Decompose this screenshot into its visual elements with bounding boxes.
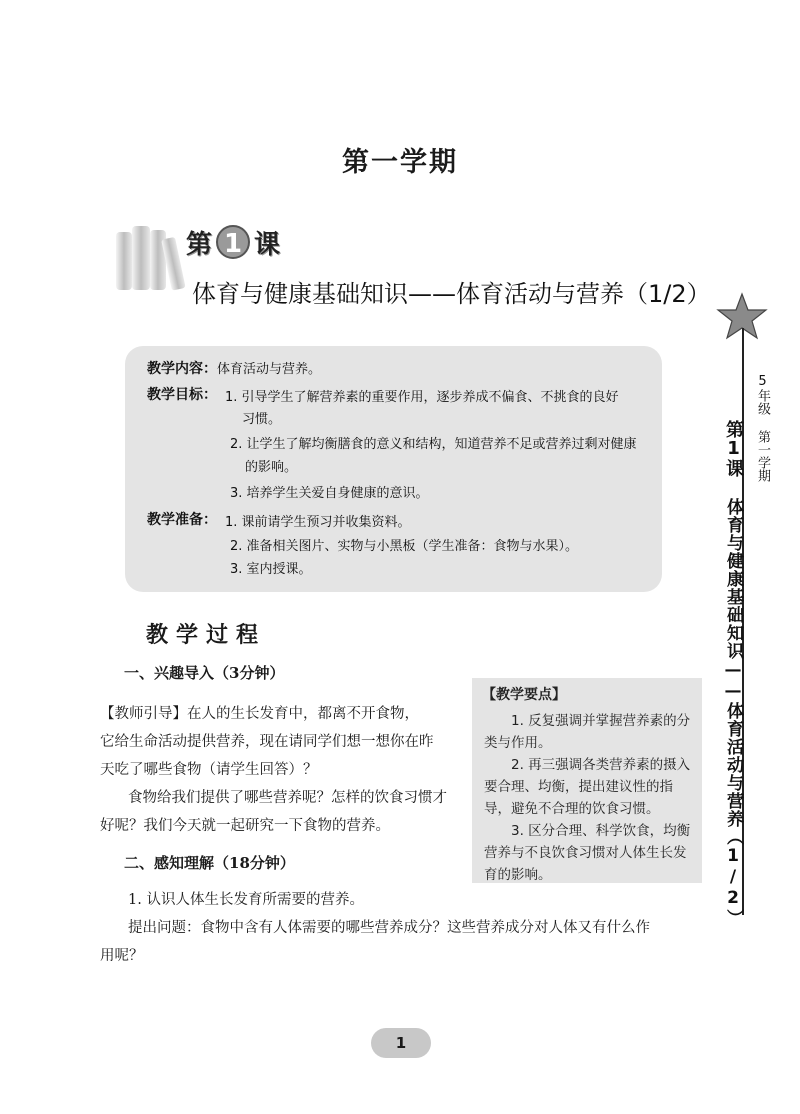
paragraph-line: 它给生命活动提供营养，现在请同学们想一想你在昨 xyxy=(100,734,434,750)
key-point: 1. 反复强调并掌握营养素的分类与作用。 xyxy=(484,713,691,751)
page-title: 第一学期 xyxy=(342,147,458,178)
paragraph-line: 天吃了哪些食物（请学生回答）？ xyxy=(100,762,318,778)
content-text: 体育活动与营养。 xyxy=(217,362,322,377)
list-item: 1. 认识人体生长发育所需要的营养。 xyxy=(128,892,364,908)
objective-item: 1. 引导学生了解营养素的重要作用，逐步养成不偏食、不挑食的良好 xyxy=(225,390,619,405)
content-label: 教学内容： xyxy=(147,361,217,377)
sidebar-topic: 体育与健康基础知识——体育活动与营养（1/2） xyxy=(723,498,743,927)
paragraph-line: 食物给我们提供了哪些营养呢？怎样的饮食习惯才 xyxy=(128,790,447,806)
lesson-suffix: 课 xyxy=(254,229,281,260)
preparation-item: 2. 准备相关图片、实物与小黑板（学生准备：食物与水果）。 xyxy=(230,539,579,554)
key-point: 3. 区分合理、科学饮食，均衡营养与不良饮食习惯对人体生长发育的影响。 xyxy=(484,823,691,883)
teaching-info-box xyxy=(125,346,662,592)
objective-item-cont: 的影响。 xyxy=(245,460,298,475)
lesson-badge xyxy=(186,222,280,262)
key-points-title: 【教学要点】 xyxy=(482,687,566,703)
objective-item: 2. 让学生了解均衡膳食的意义和结构，知道营养不足或营养过剩对健康 xyxy=(230,437,637,452)
page-number: 1 xyxy=(371,1028,431,1058)
lesson-number: 1 xyxy=(216,225,250,259)
section-heading: 二、感知理解（18分钟） xyxy=(124,854,295,872)
lesson-prefix: 第 xyxy=(186,229,213,260)
preparation-item: 1. 课前请学生预习并收集资料。 xyxy=(225,515,411,530)
sidebar-term: 第一学期 xyxy=(755,430,770,482)
objectives-label: 教学目标： xyxy=(147,387,217,403)
sidebar-grade: 5年级 xyxy=(755,374,770,415)
key-points-body xyxy=(484,710,696,886)
books-icon xyxy=(112,222,192,292)
content-row xyxy=(147,358,321,378)
objective-item-cont: 习惯。 xyxy=(242,412,282,427)
key-point: 2. 再三强调各类营养素的摄入要合理、均衡，提出建议性的指导，避免不合理的饮食习惯。 xyxy=(484,757,691,817)
key-points-box xyxy=(472,678,702,883)
sidebar-lesson: 第1课 xyxy=(723,420,744,477)
paragraph-line: 提出问题：食物中含有人体需要的哪些营养成分？这些营养成分对人体又有什么作 xyxy=(128,920,650,936)
objective-item: 3. 培养学生关爱自身健康的意识。 xyxy=(230,486,429,501)
lesson-title: 体育与健康基础知识——体育活动与营养（1/2） xyxy=(192,280,711,308)
preparation-label: 教学准备： xyxy=(147,512,217,528)
paragraph-line: 【教师引导】在人的生长发育中，都离不开食物， xyxy=(100,706,419,722)
paragraph-line: 好呢？我们今天就一起研究一下食物的营养。 xyxy=(100,818,390,834)
intro-paragraph xyxy=(100,700,470,840)
question-paragraph xyxy=(100,914,710,970)
section-heading: 一、兴趣导入（3分钟） xyxy=(124,664,285,682)
preparation-item: 3. 室内授课。 xyxy=(230,562,312,577)
paragraph-line: 用呢？ xyxy=(100,948,144,964)
process-heading: 教学过程 xyxy=(146,622,267,648)
